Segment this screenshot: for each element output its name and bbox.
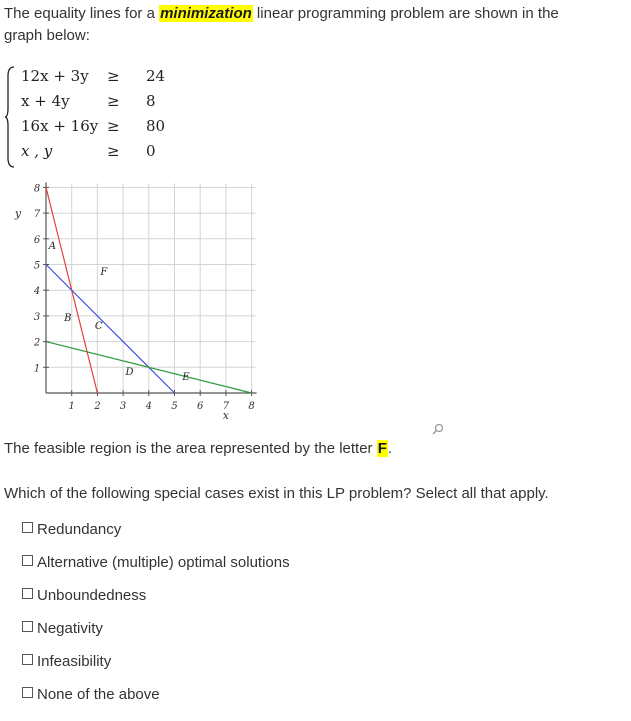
constraint-4-sym: ≥ xyxy=(107,142,120,160)
feasible-pre: The feasible region is the area represented by the letter xyxy=(4,440,377,457)
option-label: None of the above xyxy=(37,686,160,703)
option-label: Alternative (multiple) optimal solutions xyxy=(37,554,290,571)
feasible-post: . xyxy=(387,440,393,457)
constraint-4-rhs: 0 xyxy=(146,142,156,160)
y-tick-label: 4 xyxy=(33,286,41,298)
option-label: Unboundedness xyxy=(37,587,147,604)
y-tick-label: 8 xyxy=(33,183,41,195)
option-none[interactable] xyxy=(22,685,160,705)
option-alternative-optimal[interactable] xyxy=(22,553,290,573)
option-label: Negativity xyxy=(37,620,103,637)
constraint-4-lhs: x , y xyxy=(21,142,53,160)
checkbox[interactable] xyxy=(22,588,33,599)
checkbox[interactable] xyxy=(22,522,33,533)
x-tick-label: 3 xyxy=(119,401,127,412)
feasible-letter: F xyxy=(377,440,387,457)
question-prompt: Which of the following special cases exist in this LP problem? Select all that apply. xyxy=(4,485,549,502)
constraint-system xyxy=(4,64,204,170)
option-label: Infeasibility xyxy=(37,653,112,670)
checkbox[interactable] xyxy=(22,555,33,566)
intro-pre: The equality lines for a xyxy=(4,5,160,22)
region-label-f: F xyxy=(100,266,108,278)
y-tick-label: 7 xyxy=(33,209,41,221)
x-tick-label: 7 xyxy=(222,401,230,412)
constraint-1-rhs: 24 xyxy=(146,67,166,85)
option-label: Redundancy xyxy=(37,521,122,538)
minimization-highlight: minimization xyxy=(160,5,252,22)
x-tick-label: 2 xyxy=(94,401,101,412)
y-axis-label: y xyxy=(14,207,22,221)
question-intro-line2: graph below: xyxy=(4,27,90,44)
feasible-statement xyxy=(4,438,392,460)
constraint-3-lhs: 16x + 16y xyxy=(21,117,99,135)
question-intro xyxy=(4,3,559,25)
lp-graph xyxy=(6,180,258,420)
x-axis-label: x xyxy=(222,409,230,420)
y-tick-label: 2 xyxy=(33,337,41,349)
x-tick-label: 4 xyxy=(145,401,152,412)
y-tick-label: 1 xyxy=(33,363,41,375)
intro-post: linear programming problem are shown in the xyxy=(252,5,559,22)
region-label-d: D xyxy=(125,367,134,379)
x-tick-label: 6 xyxy=(197,401,204,412)
y-tick-label: 5 xyxy=(33,260,41,272)
constraint-1-sym: ≥ xyxy=(107,67,120,85)
option-negativity[interactable] xyxy=(22,619,103,639)
region-label-e: E xyxy=(182,372,190,384)
constraint-2-sym: ≥ xyxy=(107,92,120,110)
constraint-2-rhs: 8 xyxy=(146,92,156,110)
checkbox[interactable] xyxy=(22,687,33,698)
region-label-c: C xyxy=(94,320,103,332)
option-infeasibility[interactable] xyxy=(22,652,111,672)
constraint-line-2 xyxy=(46,265,175,394)
checkbox[interactable] xyxy=(22,654,33,665)
y-tick-label: 6 xyxy=(33,234,41,246)
magnifier-icon[interactable] xyxy=(432,423,444,435)
x-tick-label: 1 xyxy=(68,401,75,412)
region-label-a: A xyxy=(48,241,57,253)
x-tick-label: 5 xyxy=(171,401,178,412)
left-brace xyxy=(4,64,16,170)
y-tick-label: 3 xyxy=(33,311,41,323)
constraint-3-rhs: 80 xyxy=(146,117,166,135)
constraint-2-lhs: x + 4y xyxy=(21,92,70,110)
constraint-3-sym: ≥ xyxy=(107,117,120,135)
checkbox[interactable] xyxy=(22,621,33,632)
option-unboundedness[interactable] xyxy=(22,586,146,606)
x-tick-label: 8 xyxy=(248,401,255,412)
constraint-1-lhs: 12x + 3y xyxy=(21,67,89,85)
region-label-b: B xyxy=(64,313,72,325)
option-redundancy[interactable] xyxy=(22,520,121,540)
